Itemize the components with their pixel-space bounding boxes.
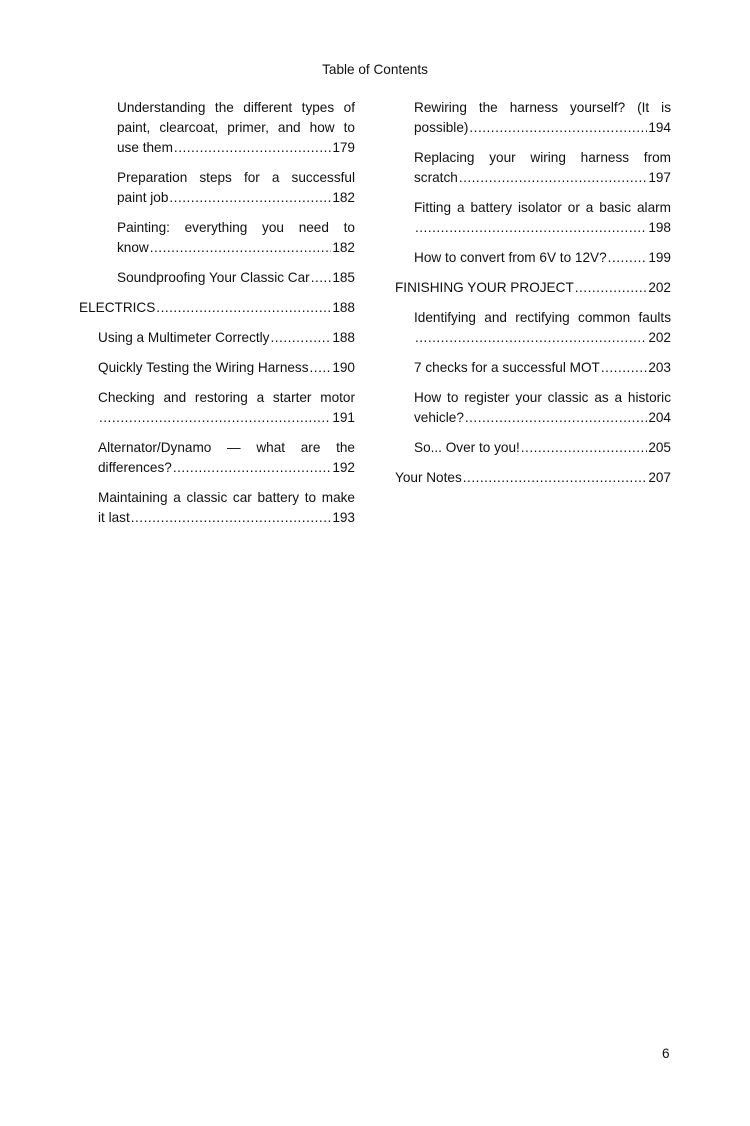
toc-entry[interactable] — [79, 388, 355, 428]
toc-left-column — [79, 98, 355, 538]
toc-entry[interactable] — [395, 438, 671, 458]
toc-entry-leader-line — [98, 358, 355, 378]
dot-leader — [270, 328, 331, 348]
toc-entry[interactable] — [395, 358, 671, 378]
toc-entry-title-tail: Quickly Testing the Wiring Harness — [98, 360, 309, 375]
toc-entry-page-number: 204 — [648, 410, 671, 425]
toc-entry-leader-line — [414, 358, 671, 378]
toc-entry-leader-line — [414, 118, 671, 138]
toc-entry-title-tail: use them — [117, 140, 173, 155]
toc-entry-leader-line — [98, 458, 355, 478]
toc-entry-page-number: 202 — [648, 280, 671, 295]
toc-entry-title-tail: vehicle? — [414, 410, 464, 425]
toc-entry-page-number: 194 — [648, 120, 671, 135]
toc-entry-title: Rewiring the harness yourself? (It is — [414, 100, 671, 115]
toc-entry[interactable] — [79, 268, 355, 288]
dot-leader — [463, 468, 648, 488]
toc-entry-leader-line — [414, 438, 671, 458]
toc-entry-title: Checking and restoring a starter motor — [98, 390, 355, 405]
toc-entry-title-tail: FINISHING YOUR PROJECT — [395, 280, 574, 295]
toc-entry-page-number: 191 — [332, 410, 355, 425]
toc-entry-title: Identifying and rectifying common faults — [414, 310, 671, 325]
toc-entry-title-tail: Soundproofing Your Classic Car — [117, 270, 310, 285]
toc-entry-title-tail: paint job — [117, 190, 169, 205]
dot-leader — [99, 408, 331, 428]
toc-entry-page-number: 179 — [332, 140, 355, 155]
toc-entry-title-tail: differences? — [98, 460, 172, 475]
toc-entry-title-tail: How to convert from 6V to 12V? — [414, 250, 607, 265]
toc-entry-title-tail: know — [117, 240, 149, 255]
toc-entry-title-tail: scratch — [414, 170, 458, 185]
toc-entry[interactable] — [395, 148, 671, 188]
toc-entry-page-number: 197 — [648, 170, 671, 185]
dot-leader — [169, 188, 331, 208]
toc-entry-title-tail: 7 checks for a successful MOT — [414, 360, 600, 375]
toc-entry-leader-line — [414, 408, 671, 428]
toc-entry-leader-line — [414, 328, 671, 348]
toc-entry-leader-line — [117, 268, 355, 288]
toc-entry[interactable] — [79, 488, 355, 528]
page-number: 6 — [662, 1046, 670, 1061]
dot-leader — [521, 438, 648, 458]
toc-entry-page-number: 203 — [648, 360, 671, 375]
toc-entry-leader-line — [395, 468, 671, 488]
toc-entry-leader-line — [79, 298, 355, 318]
toc-entry-page-number: 182 — [332, 240, 355, 255]
dot-leader — [459, 168, 647, 188]
dot-leader — [174, 138, 331, 158]
dot-leader — [150, 238, 332, 258]
toc-entry-leader-line — [117, 238, 355, 258]
toc-entry-page-number: 182 — [332, 190, 355, 205]
toc-entry-leader-line — [98, 328, 355, 348]
dot-leader — [601, 358, 647, 378]
dot-leader — [311, 268, 332, 288]
toc-entry-page-number: 207 — [648, 470, 671, 485]
toc-right-column — [395, 98, 671, 498]
toc-entry-leader-line — [414, 168, 671, 188]
toc-entry-page-number: 199 — [648, 250, 671, 265]
toc-entry[interactable] — [395, 248, 671, 268]
dot-leader — [156, 298, 331, 318]
toc-entry-page-number: 193 — [332, 510, 355, 525]
toc-entry-title-tail: it last — [98, 510, 130, 525]
toc-entry[interactable] — [79, 98, 355, 158]
toc-entry[interactable] — [79, 218, 355, 258]
toc-entry-title-tail: So... Over to you! — [414, 440, 520, 455]
dot-leader — [415, 218, 647, 238]
toc-entry-page-number: 190 — [332, 360, 355, 375]
toc-entry-page-number: 185 — [332, 270, 355, 285]
dot-leader — [575, 278, 648, 298]
dot-leader — [608, 248, 648, 268]
toc-entry[interactable] — [395, 308, 671, 348]
dot-leader — [310, 358, 332, 378]
toc-entry[interactable] — [79, 328, 355, 348]
toc-entry-title: Preparation steps for a successful — [117, 170, 355, 185]
toc-entry[interactable] — [79, 298, 355, 318]
toc-entry-title: Alternator/Dynamo — what are the — [98, 440, 355, 455]
toc-entry[interactable] — [395, 198, 671, 238]
toc-entry[interactable] — [79, 358, 355, 378]
toc-entry[interactable] — [395, 388, 671, 428]
toc-entry-page-number: 192 — [332, 460, 355, 475]
toc-entry[interactable] — [395, 468, 671, 488]
toc-entry[interactable] — [395, 98, 671, 138]
toc-entry-title: Replacing your wiring harness from — [414, 150, 671, 165]
toc-entry-title-tail: possible) — [414, 120, 469, 135]
toc-entry-title: Painting: everything you need to — [117, 220, 355, 235]
toc-entry-leader-line — [414, 218, 671, 238]
toc-entry-title-tail: Using a Multimeter Correctly — [98, 330, 270, 345]
toc-entry-page-number: 188 — [332, 300, 355, 315]
toc-entry-leader-line — [117, 138, 355, 158]
toc-entry-leader-line — [414, 248, 671, 268]
dot-leader — [415, 328, 647, 348]
page-header-title: Table of Contents — [322, 62, 428, 77]
toc-entry-leader-line — [395, 278, 671, 298]
toc-entry-title: Fitting a battery isolator or a basic alarm — [414, 200, 671, 215]
toc-entry-leader-line — [117, 188, 355, 208]
toc-entry-title-tail: Your Notes — [395, 470, 462, 485]
dot-leader — [173, 458, 332, 478]
toc-entry-page-number: 188 — [332, 330, 355, 345]
dot-leader — [469, 118, 647, 138]
dot-leader — [465, 408, 647, 428]
toc-entry-title: Maintaining a classic car battery to make — [98, 490, 355, 505]
toc-entry[interactable] — [79, 438, 355, 478]
toc-entry-page-number: 205 — [648, 440, 671, 455]
toc-entry[interactable] — [395, 278, 671, 298]
toc-entry-leader-line — [98, 508, 355, 528]
toc-entry-title-tail: ELECTRICS — [79, 300, 156, 315]
toc-entry[interactable] — [79, 168, 355, 208]
toc-entry-page-number: 198 — [648, 220, 671, 235]
toc-entry-page-number: 202 — [648, 330, 671, 345]
toc-entry-leader-line — [98, 408, 355, 428]
toc-entry-title: How to register your classic as a historic — [414, 390, 671, 405]
toc-entry-title: Understanding the different types of paint, clearcoat, primer, and how to — [117, 100, 355, 135]
dot-leader — [131, 508, 332, 528]
